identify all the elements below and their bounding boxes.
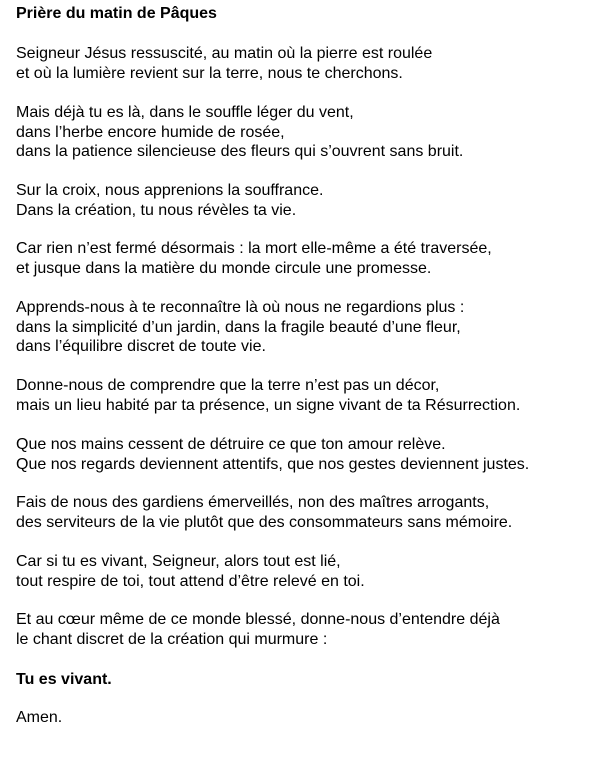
stanza-line: Que nos regards deviennent attentifs, que nos gestes deviennent justes.	[16, 455, 530, 473]
stanza-line: dans l’herbe encore humide de rosée,	[16, 123, 285, 141]
closing-line: Tu es vivant.	[16, 671, 112, 688]
stanza-line: Que nos mains cessent de détruire ce que ton amour relève.	[16, 436, 446, 453]
stanza-line: Donne-nous de comprendre que la terre n’est pas un décor,	[16, 377, 440, 394]
stanza-line: dans l’équilibre discret de toute vie.	[16, 338, 266, 355]
stanza-line: et où la lumière revient sur la terre, nous te cherchons.	[16, 64, 403, 82]
document-title: Prière du matin de Pâques	[16, 5, 217, 22]
stanza	[16, 44, 432, 83]
stanza-line: Sur la croix, nous apprenions la souffrance.	[16, 182, 324, 199]
stanza	[16, 298, 464, 357]
stanza-line: mais un lieu habité par ta présence, un signe vivant de ta Résurrection.	[16, 396, 521, 414]
stanza-line: dans la patience silencieuse des fleurs qui s’ouvrent sans bruit.	[16, 143, 464, 160]
stanza-line: Mais déjà tu es là, dans le souffle léger du vent,	[16, 104, 354, 121]
stanza	[16, 239, 492, 278]
stanza-line: Seigneur Jésus ressuscité, au matin où la pierre est roulée	[16, 45, 433, 62]
stanza	[16, 493, 512, 532]
stanza	[16, 610, 500, 649]
stanza-line: tout respire de toi, tout attend d’être relevé en toi.	[16, 572, 365, 590]
stanza-line: Apprends-nous à te reconnaître là où nous ne regardions plus :	[16, 299, 465, 316]
stanza-line: Car rien n’est fermé désormais : la mort elle-même a été traversée,	[16, 240, 492, 257]
amen-line: Amen.	[16, 709, 63, 726]
stanza	[16, 376, 520, 415]
stanza-line: Fais de nous des gardiens émerveillés, non des maîtres arrogants,	[16, 494, 490, 511]
stanza-line: Dans la création, tu nous révèles ta vie.	[16, 201, 297, 219]
stanza-line: dans la simplicité d’un jardin, dans la fragile beauté d’une fleur,	[16, 318, 461, 336]
stanza	[16, 435, 529, 474]
stanza-line: des serviteurs de la vie plutôt que des consommateurs sans mémoire.	[16, 513, 513, 531]
stanza-line: le chant discret de la création qui murmure :	[16, 630, 328, 648]
stanza-line: Et au cœur même de ce monde blessé, donne-nous d’entendre déjà	[16, 611, 500, 628]
stanza	[16, 181, 323, 220]
stanza	[16, 103, 463, 162]
stanza-line: Car si tu es vivant, Seigneur, alors tout est lié,	[16, 553, 341, 570]
stanza	[16, 552, 365, 591]
stanza-line: et jusque dans la matière du monde circule une promesse.	[16, 259, 432, 277]
prayer-document	[16, 4, 586, 726]
